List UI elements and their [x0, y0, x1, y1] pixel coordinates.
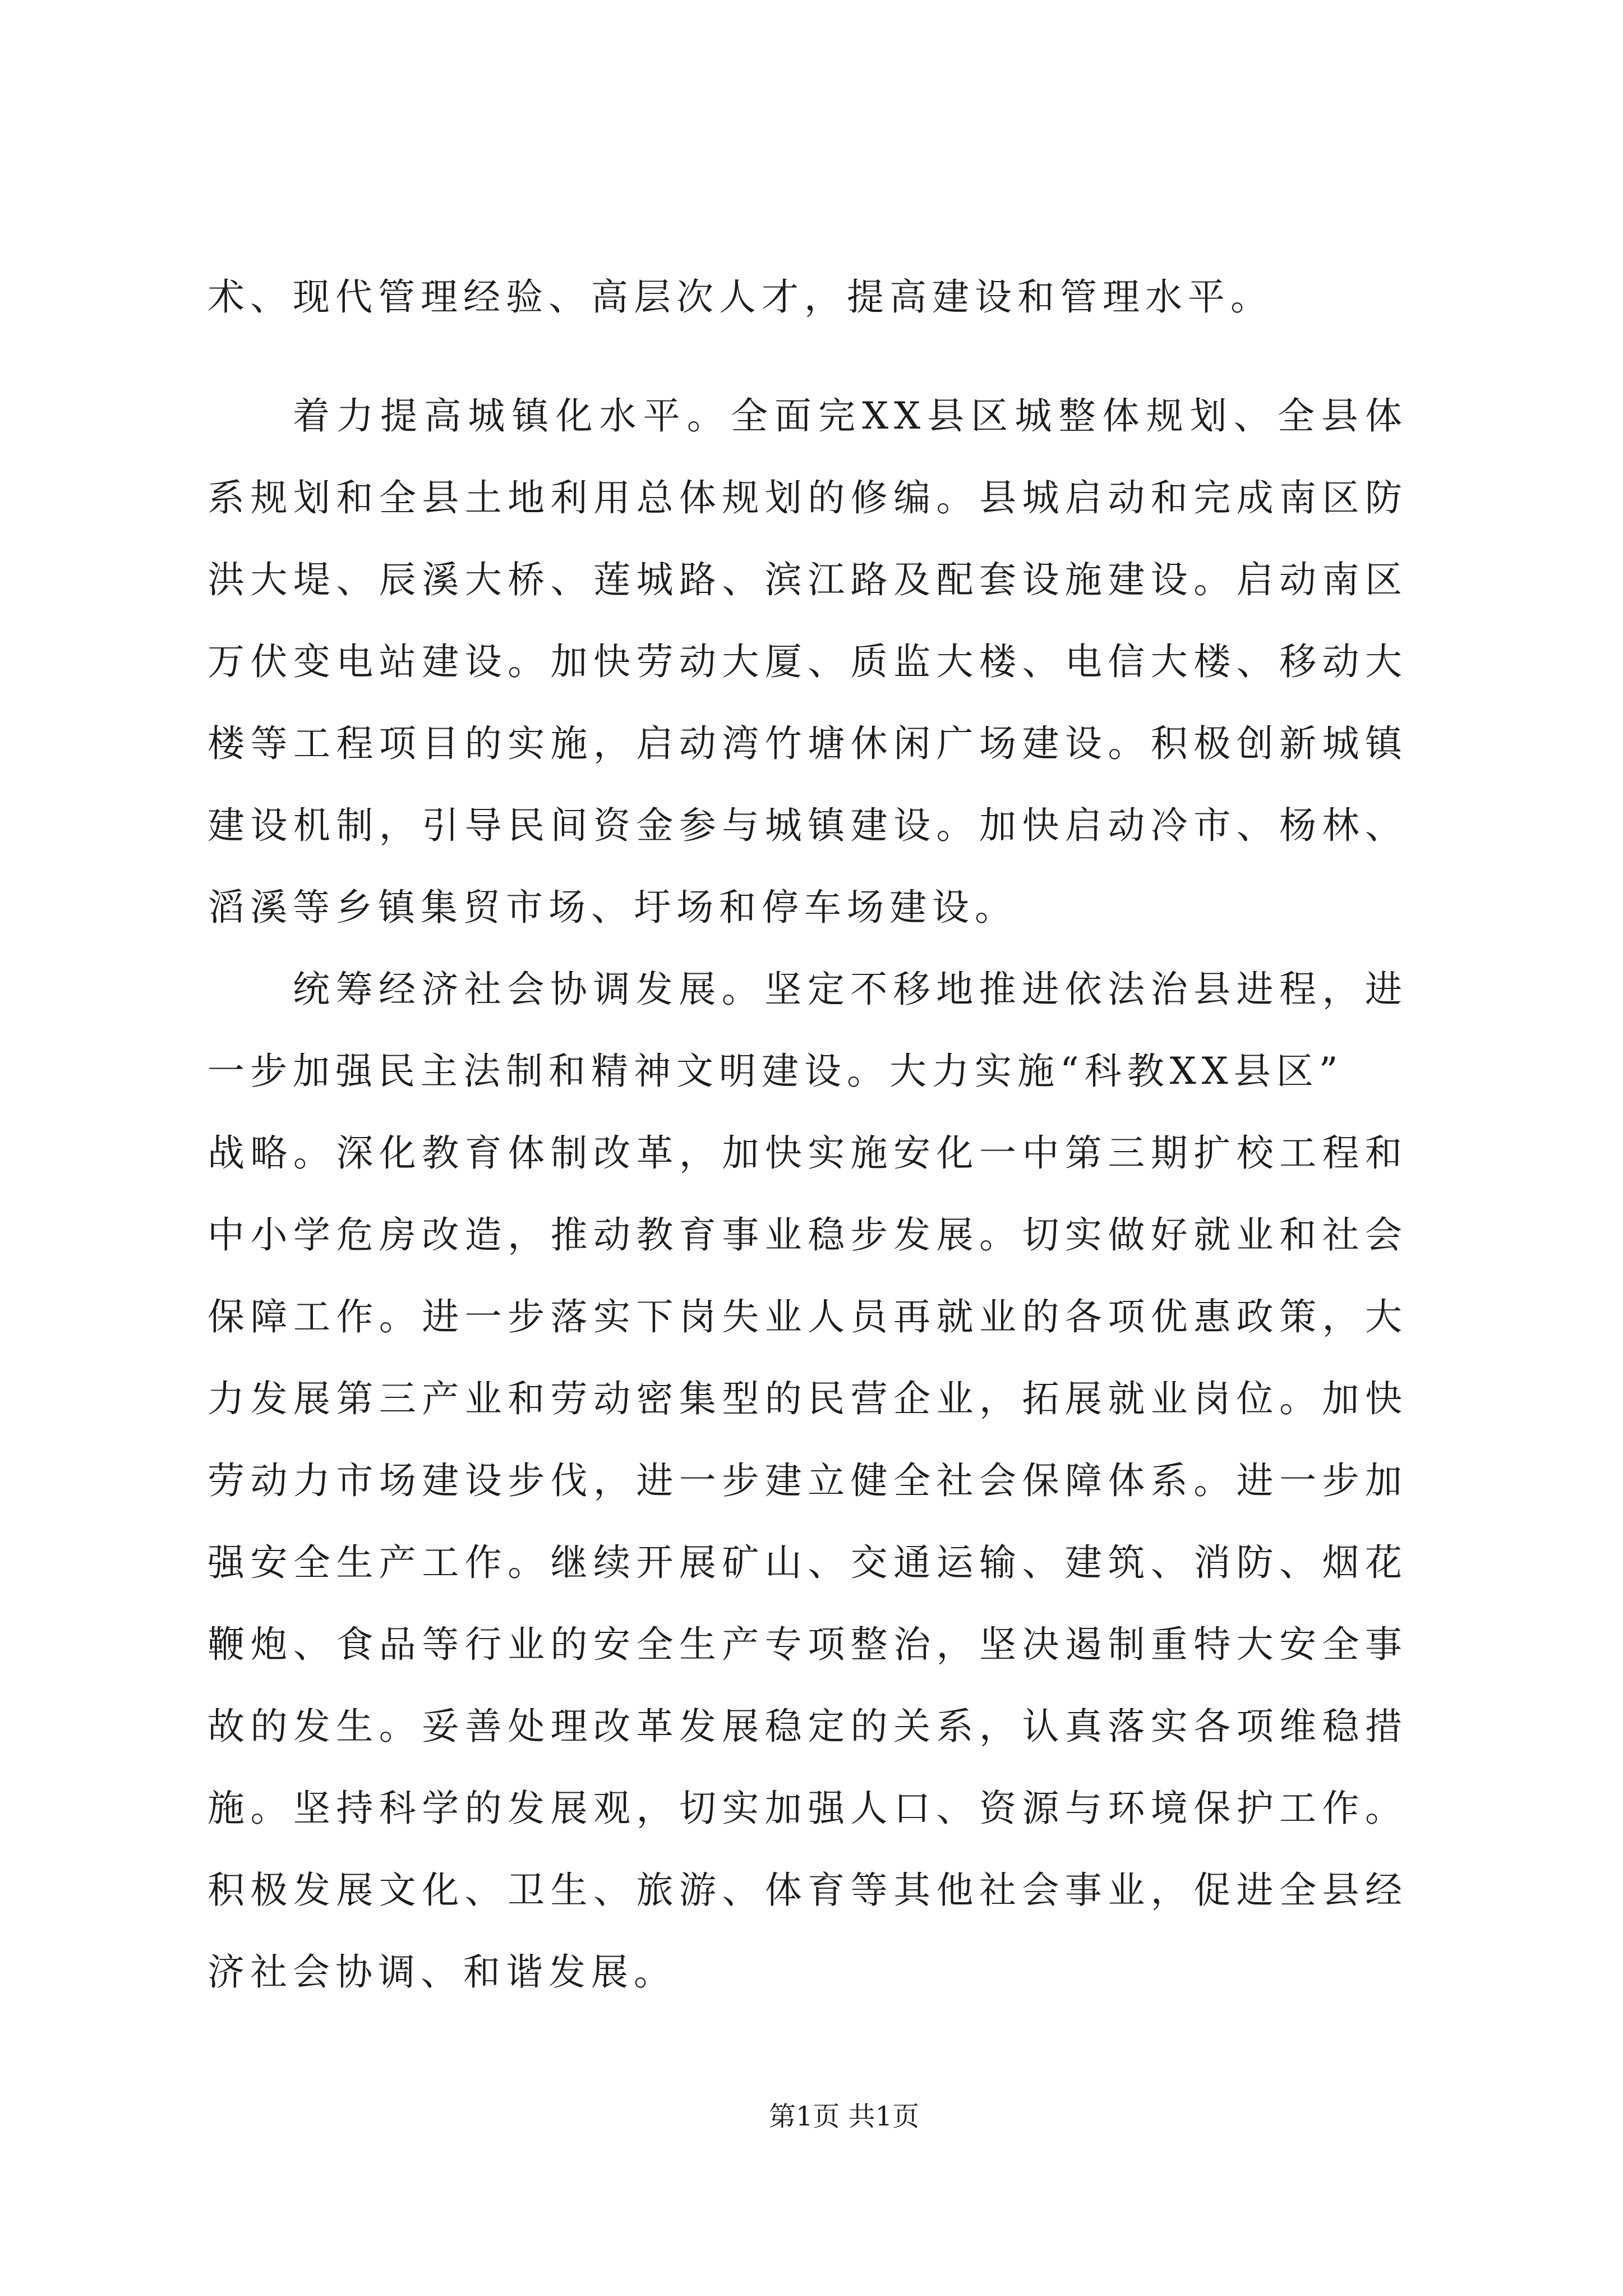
text-line: 施。坚持科学的发展观，切实加强人口、资源与环境保护工作。 — [208, 1787, 1408, 1830]
text-line: 系规划和全县土地利用总体规划的修编。县城启动和完成南区防 — [208, 476, 1408, 519]
text-line: 中小学危房改造，推动教育事业稳步发展。切实做好就业和社会 — [208, 1213, 1408, 1257]
text-line: 滔溪等乡镇集贸市场、圩场和停车场建设。 — [208, 886, 1017, 929]
text-line: 战略。深化教育体制改革，加快实施安化一中第三期扩校工程和 — [208, 1131, 1408, 1175]
text-line: 故的发生。妥善处理改革发展稳定的关系，认真落实各项维稳措 — [208, 1705, 1408, 1748]
text-line: 着力提高城镇化水平。全面完XX县区城整体规划、全县体 — [293, 394, 1408, 438]
text-line: 力发展第三产业和劳动密集型的民营企业，拓展就业岗位。加快 — [208, 1377, 1408, 1420]
paragraph-continuation — [208, 256, 1408, 338]
text-line: 万伏变电站建设。加快劳动大厦、质监大楼、电信大楼、移动大 — [208, 640, 1408, 683]
text-line: 强安全生产工作。继续开展矿山、交通运输、建筑、消防、烟花 — [208, 1541, 1408, 1584]
text-line: 统筹经济社会协调发展。坚定不移地推进依法治县进程，进 — [293, 968, 1408, 1011]
page-number-footer: 第1页 共1页 — [768, 2101, 920, 2132]
text-line: 术、现代管理经验、高层次人才，提高建设和管理水平。 — [208, 275, 1273, 319]
text-line: 积极发展文化、卫生、旅游、体育等其他社会事业，促进全县经 — [208, 1869, 1408, 1912]
text-line: 楼等工程项目的实施，启动湾竹塘休闲广场建设。积极创新城镇 — [208, 722, 1408, 765]
paragraph-coordinated-development — [208, 949, 1408, 2013]
text-line: 劳动力市场建设步伐，进一步建立健全社会保障体系。进一步加 — [208, 1459, 1408, 1502]
text-line: 一步加强民主法制和精神文明建设。大力实施“科教XX县区” — [208, 1050, 1344, 1093]
text-line: 济社会协调、和谐发展。 — [208, 1950, 676, 1994]
text-line: 保障工作。进一步落实下岗失业人员再就业的各项优惠政策，大 — [208, 1295, 1408, 1338]
text-line: 建设机制，引导民间资金参与城镇建设。加快启动冷市、杨林、 — [208, 804, 1408, 847]
text-line: 洪大堤、辰溪大桥、莲城路、滨江路及配套设施建设。启动南区 — [208, 558, 1408, 601]
text-line: 鞭炮、食品等行业的安全生产专项整治，坚决遏制重特大安全事 — [208, 1623, 1408, 1666]
paragraph-urbanization — [208, 375, 1408, 949]
